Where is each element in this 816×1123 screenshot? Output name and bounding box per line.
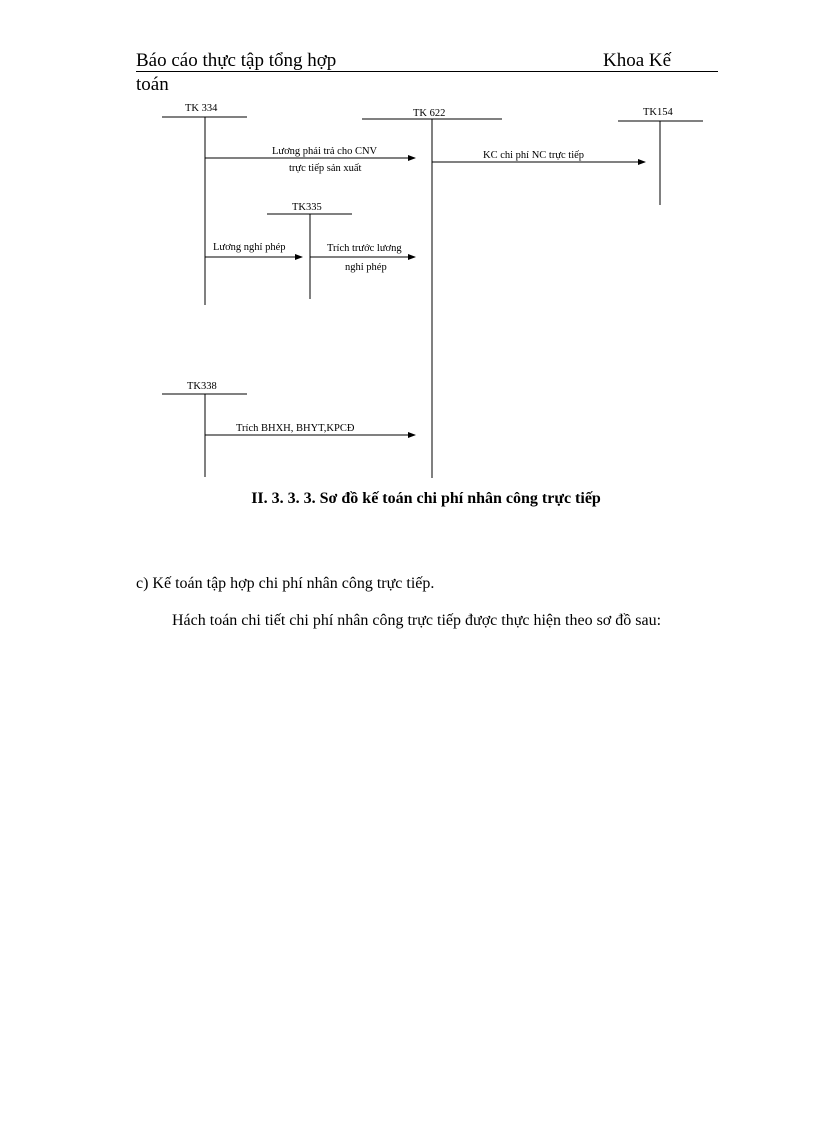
report-title: Báo cáo thực tập tổng hợp xyxy=(136,50,337,71)
account-tk338 xyxy=(162,381,247,477)
faculty-title: Khoa Kế xyxy=(603,50,672,71)
account-tk622 xyxy=(362,108,502,478)
wage-payable-label-1: Lương phải trả cho CNV xyxy=(272,146,378,157)
tk334-label: TK 334 xyxy=(185,103,218,114)
accrue-leave-label-2: nghỉ phép xyxy=(345,262,387,273)
flow-wage-payable xyxy=(205,146,415,174)
account-tk154 xyxy=(618,107,703,205)
tk154-label: TK154 xyxy=(643,107,673,118)
faculty-title-continuation: toán xyxy=(136,74,169,95)
tk335-label: TK335 xyxy=(292,202,322,213)
body-paragraph: Hách toán chi tiết chi phí nhân công trực tiếp được thực hiện theo sơ đồ sau: xyxy=(172,612,662,629)
tk622-label: TK 622 xyxy=(413,108,446,119)
accrue-leave-label-1: Trích trước lương xyxy=(327,243,402,254)
account-tk334 xyxy=(162,103,247,305)
insurance-label: Trích BHXH, BHYT,KPCĐ xyxy=(236,423,355,434)
wage-payable-label-2: trực tiếp sản xuất xyxy=(289,163,362,174)
section-heading: c) Kế toán tập hợp chi phí nhân công trực tiếp. xyxy=(136,575,435,592)
flow-accrue-leave xyxy=(310,243,415,273)
flow-insurance xyxy=(205,423,415,435)
diagram-caption: II. 3. 3. 3. Sơ đồ kế toán chi phí nhân công trực tiếp xyxy=(251,490,601,507)
transfer-label: KC chi phí NC trực tiếp xyxy=(483,150,585,161)
tk338-label: TK338 xyxy=(187,381,217,392)
flow-leave-wage xyxy=(205,242,302,257)
flow-transfer-to-154 xyxy=(432,150,645,162)
leave-wage-label: Lương nghỉ phép xyxy=(213,242,286,253)
